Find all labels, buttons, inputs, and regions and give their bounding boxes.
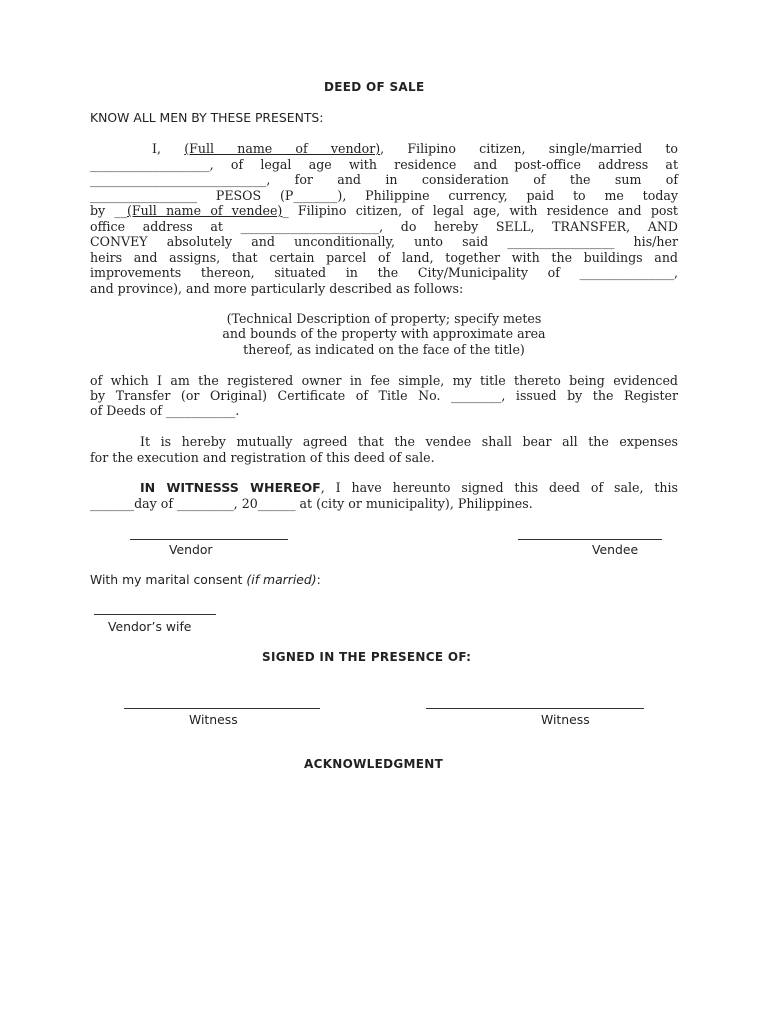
tech-desc-line1: (Technical Description of property; specify metes [226, 311, 542, 326]
vendee-label: Vendee [592, 542, 639, 557]
witness2-signature-line [426, 708, 644, 709]
para4-line2: _______day of _________, 20______ at (city or municipality), Philippines. [90, 496, 533, 511]
tech-desc-line2: and bounds of the property with approximate area [222, 326, 546, 341]
para3-line1: It is hereby mutually agreed that the vendee shall bear all the expenses [140, 434, 678, 449]
acknowledgment-heading: ACKNOWLEDGMENT [304, 757, 444, 771]
if-married-note: (if married) [246, 572, 317, 587]
para4-line1: IN WITNESSS WHEREOF, I have hereunto signed this deed of sale, this [140, 480, 678, 495]
para1-line5: by __(Full name of vendee)_ Filipino citizen, of legal age, with residence and post [90, 203, 678, 218]
para1-line2: ___________________, of legal age with residence and post-office address at [90, 157, 678, 172]
vendor-name-blank: (Full name of vendor) [184, 141, 381, 156]
document-title: DEED OF SALE [324, 80, 425, 94]
para1-line7: CONVEY absolutely and unconditionally, unto said _________________ his/her [90, 234, 678, 249]
tech-desc-line3: thereof, as indicated on the face of the title) [243, 342, 525, 357]
marital-consent-text: With my marital consent (if married): [90, 572, 321, 587]
witness2-label: Witness [541, 712, 590, 727]
vendors-wife-label: Vendor’s wife [108, 619, 192, 634]
para1-line6: office address at ______________________, do hereby SELL, TRANSFER, AND [90, 219, 678, 234]
in-witness-whereof: IN WITNESSS WHEREOF [140, 480, 321, 495]
para1-line10: and province), and more particularly described as follows: [90, 281, 464, 296]
para1-line8: heirs and assigns, that certain parcel of land, together with the buildings and [90, 250, 678, 265]
vendor-signature-line [130, 539, 288, 540]
para1-line1: I, (Full name of vendor), Filipino citizen, single/married to [152, 141, 679, 156]
witness1-signature-line [124, 708, 320, 709]
know-all-men-heading: KNOW ALL MEN BY THESE PRESENTS: [90, 110, 324, 125]
para1-line4: _________________ PESOS (P_______), Philippine currency, paid to me today [90, 188, 678, 203]
para3-line2: for the execution and registration of this deed of sale. [90, 450, 435, 465]
vendors-wife-signature-line [94, 614, 216, 615]
para1-line3: ____________________________, for and in consideration of the sum of [90, 172, 678, 187]
para1-line9: improvements thereon, situated in the City/Municipality of _______________, [90, 265, 678, 280]
witness1-label: Witness [189, 712, 238, 727]
para2-line2: by Transfer (or Original) Certificate of Title No. ________, issued by the Register [90, 388, 678, 403]
vendee-signature-line [518, 539, 662, 540]
para2-line3: of Deeds of ___________. [90, 403, 240, 418]
para2-line1: of which I am the registered owner in fee simple, my title thereto being evidenced [90, 373, 678, 388]
vendee-name-blank: (Full name of vendee) [127, 203, 283, 218]
signed-in-presence-heading: SIGNED IN THE PRESENCE OF: [262, 650, 472, 664]
vendor-label: Vendor [169, 542, 213, 557]
